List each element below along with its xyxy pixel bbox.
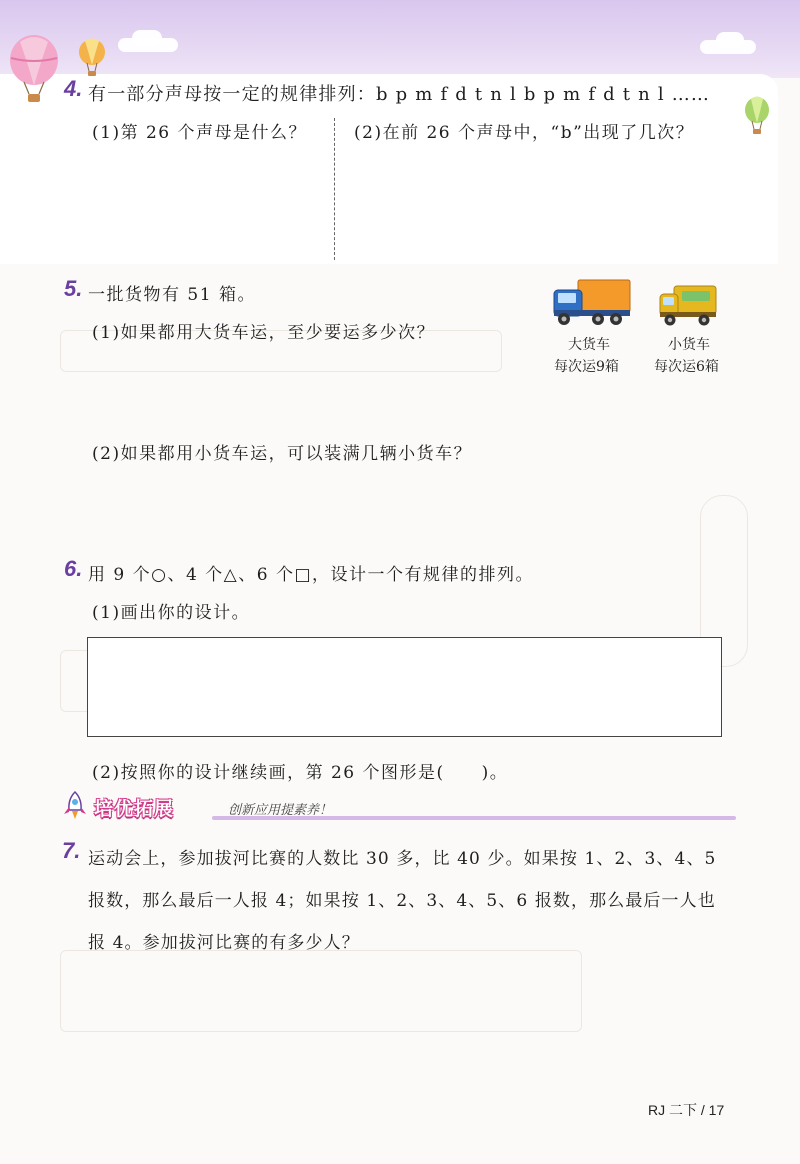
sub-question: (2)按照你的设计继续画，第 26 个图形是( )。 <box>92 763 509 783</box>
hot-air-balloon-icon <box>76 38 108 78</box>
page-number: RJ 二下 / 17 <box>648 1102 725 1118</box>
big-truck-icon <box>552 276 632 328</box>
small-truck-name: 小货车 <box>668 337 710 353</box>
question-text: 一批货物有 51 箱。 <box>88 285 256 305</box>
cloud-decoration <box>716 32 744 48</box>
question-number: 6. <box>64 556 83 581</box>
sub-question: (1)第 26 个声母是什么？ <box>92 123 308 143</box>
extension-subtitle: 创新应用提素养！ <box>228 803 333 818</box>
sub-question: (1)画出你的设计。 <box>92 603 251 623</box>
question-number: 7. <box>62 838 81 863</box>
question-text: 有一部分声母按一定的规律排列：b p m f d t n l b p m f d t n l …… <box>88 84 711 105</box>
question-number: 4. <box>64 76 83 101</box>
question-text-line: 报数，那么最后一人报 4；如果按 1、2、3、4、5、6 报数，那么最后一人也 <box>88 891 716 911</box>
hot-air-balloon-icon <box>742 96 772 136</box>
question-text: 用 9 个○、4 个△、6 个□，设计一个有规律的排列。 <box>88 565 535 585</box>
small-truck-capacity: 每次运6箱 <box>654 359 719 375</box>
show-through-mark <box>60 950 582 1032</box>
question-text-line: 报 4。参加拔河比赛的有多少人？ <box>88 933 360 953</box>
big-truck-name: 大货车 <box>568 337 610 353</box>
dashed-divider <box>334 118 335 260</box>
drawing-area[interactable] <box>87 637 722 737</box>
sub-question: (2)如果都用小货车运，可以装满几辆小货车？ <box>92 444 473 464</box>
question-text-line: 运动会上，参加拔河比赛的人数比 30 多，比 40 少。如果按 1、2、3、4、5 <box>88 849 717 869</box>
big-truck-capacity: 每次运9箱 <box>554 359 619 375</box>
extension-title: 培优拓展 <box>94 798 175 820</box>
cloud-decoration <box>132 30 162 46</box>
rocket-icon <box>62 790 88 822</box>
sub-question: (2)在前 26 个声母中，“b”出现了几次？ <box>354 123 695 143</box>
hot-air-balloon-icon <box>6 34 62 104</box>
sub-question: (1)如果都用大货车运，至少要运多少次？ <box>92 323 436 343</box>
question-number: 5. <box>64 276 83 301</box>
extension-section-header <box>62 794 736 820</box>
small-truck-icon <box>658 282 718 328</box>
